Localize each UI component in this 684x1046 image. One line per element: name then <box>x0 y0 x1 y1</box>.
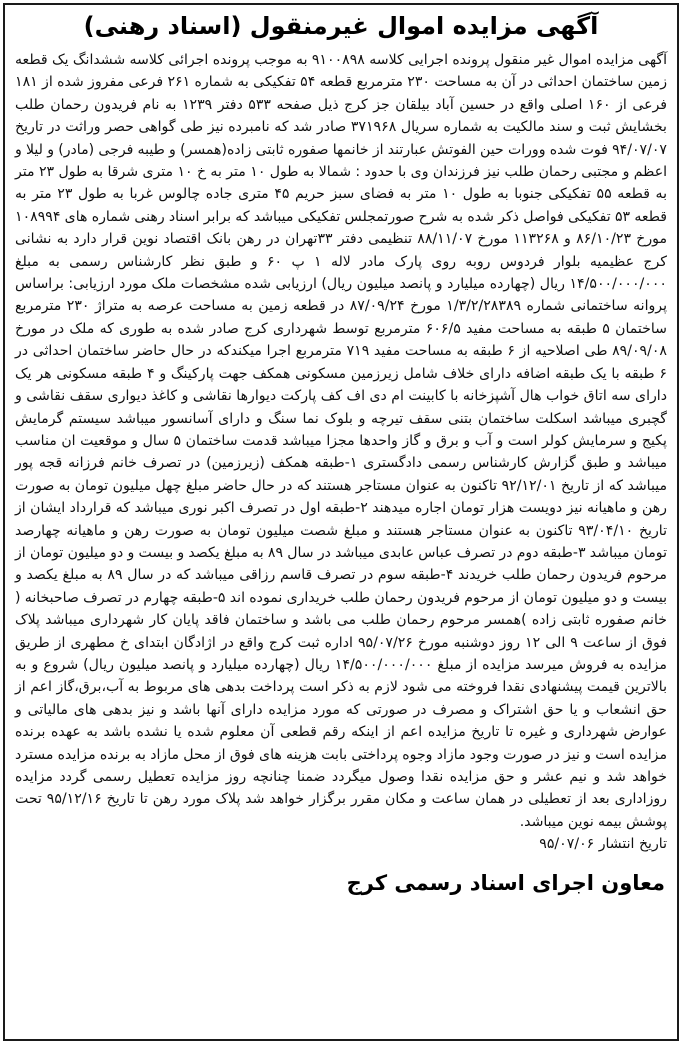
notice-body: آگهی مزایده اموال غیر منقول پرونده اجرایی کلاسه ۹۱۰۰۸۹۸ به موجب پرونده اجرائی کلاسه ششدانگ یک قطعه زمین ساختمان احداثی در آن به مساحت ۲۳۰ مترمربع قطعه ۵۴ تفکیکی به شماره ۲۶۱ فرعی مفروز شده از ۱۸۱ فرعی از ۱۶۰ اصلی واقع در حسین آباد بیلقان جز کرج ذیل صفحه ۵۳۳ دفتر ۱۲۳۹ به نام فریدون رحمان طلب بخشایش ثبت و سند مالکیت به شماره سریال ۳۷۱۹۶۸ صادر شد که نامبرده نیز طی گواهی حصر وراثت در تاریخ ۹۴/۰۷/۰۷ فوت شده وورات حین الفوتش عبارتند از خانمها صفوره ثابتی زاده(همسر) و طیبه فرجی (مادر) و لیلا و اعظم و مجتبی رحمان طلب نیز فرزندان وی با حدود : شمالا به طول ۱۰ متر به خ ۱۰ متری شرقا به طول ۲۳ متر به قطعه ۵۵ تفکیکی جنوبا به طول ۱۰ متر به فضای سبز حریم ۴۵ متری جاده چالوس غربا به طول ۲۳ متر به قطعه ۵۳ تفکیکی فواصل ذکر شده به شرح صورتمجلس تفکیکی میباشد که برابر اسناد رهنی شماره های ۱۰۸۹۹۴ مورخ ۸۶/۱۰/۲۳ و ۱۱۳۲۶۸ مورخ ۸۸/۱۱/۰۷ تنظیمی دفتر ۳۳تهران در رهن بانک اقتصاد نوین قرار دارد به نشانی کرج عظیمیه بلوار فردوس روبه روی پارک مادر لاله ۱ پ ۶۰ و طبق نظر کارشناس رسمی به مبلغ ۱۴/۵۰۰/۰۰۰/۰۰۰ ریال (چهارده میلیارد و پانصد میلیون ریال) ارزیابی شده مشخصات ملک مورد ارزیابی: براساس پروانه ساختمانی شماره ۱/۳/۲/۲۸۳۸۹ مورخ ۸۷/۰۹/۲۴ در قطعه زمین به مساحت عرصه به متراژ ۲۳۰ مترمربع ساختمان ۵ طبقه به مساحت مفید ۶۰۶/۵ مترمربع توسط شهرداری کرج صادر شده به طوری که ملک در مورخ ۸۹/۰۹/۰۸ طی اصلاحیه از ۶ طبقه به مساحت مفید ۷۱۹ مترمربع اجرا میکندکه در حال حاضر ساختمان احداثی در ۶ طبقه با یک طبقه اضافه دارای خلاف شامل زیرزمین مسکونی همکف جهت پارکینگ و ۴ طبقه مسکونی هر یک دارای سه اتاق خواب هال آشپزخانه با کابینت ام دی اف کف پارکت دیوارها نقاشی و کاغذ دیواری سقف نقاشی و گچبری میباشد اسکلت ساختمان بتنی سقف تیرچه و بلوک نما سنگ و دارای آسانسور میباشد سیستم گرمایش پکیج و سرمایش کولر است و آب و برق و گاز واحدها مجزا میباشد قدمت ساختمان ۵ سال و موقعیت ان مناسب میباشد و طبق گزارش کارشناس رسمی دادگستری ۱-طبقه همکف (زیرزمین) در تصرف خانم فرزانه قجه پور میباشد که از تاریخ ۹۲/۱۲/۰۱ تاکنون به عنوان مستاجر هستند که در حال حاضر مبلغ چهل میلیون تومان به صورت رهن و ماهیانه نیز دویست هزار تومان اجاره میدهند ۲-طبقه اول در تصرف اکبر نوری میباشد که قرارداد ایشان از تاریخ ۹۳/۰۴/۱۰ تاکنون به عنوان مستاجر هستند و مبلغ شصت میلیون تومان به صورت رهن و ماهیانه چهارصد تومان میباشد ۳-طبقه دوم در تصرف عباس عابدی میباشد در سال ۸۹ به مبلغ یکصد و بیست و دو میلیون تومان از مرحوم فریدون رحمان طلب خریدند ۴-طبقه سوم در تصرف قاسم رزاقی میباشد که در سال ۸۹ به مبلغ یکصد و بیست و دو میلیون تومان از مرحوم فریدون رحمان طلب خریداری نموده اند ۵-طبقه چهارم در تصرف صاحبخانه ( خانم صفوره ثابتی زاده )همسر مرحوم رحمان طلب می باشد و ساختمان فاقد پایان کار شهرداری میباشد پلاک فوق از ساعت ۹ الی ۱۲ روز دوشنبه مورخ ۹۵/۰۷/۲۶ اداره ثبت کرج واقع در اژادگان ابتدای خ مطهری از طریق مزایده به فروش میرسد مزایده از مبلغ ۱۴/۵۰۰/۰۰۰/۰۰۰ ریال (چهارده میلیارد و پانصد میلیون ریال) شروع و به بالاترین قیمت پیشنهادی نقدا فروخته می شود لازم به ذکر است پرداخت بدهی های مربوط به آب،برق،گاز اعم از حق انشعاب و یا حق اشتراک و مصرف در صورتی که مورد مزایده دارای آنها باشد و نیز بدهی های مالیاتی و عوارض شهرداری و غیره تا تاریخ مزایده اعم از اینکه رقم قطعی آن معلوم شده یا نشده باشد به عهده برنده مزایده است و نیز در صورت وجود مازاد وجوه پرداختی بابت هزینه های فوق از محل مازاد به برنده مزایده مسترد خواهد شد و نیم عشر و حق مزایده نقدا وصول میگردد ضمنا چنانچه روز مزایده تعطیل رسمی گردد مزایده روزاداری بعد از تعطیلی در همان ساعت و مکان مقرر برگزار خواهد شد پلاک مورد رهن تا تاریخ ۹۵/۱۲/۱۶ تحت پوشش بیمه نوین میباشد. <box>15 52 668 830</box>
publication-date: تاریخ انتشار ۹۵/۰۷/۰۶ <box>539 836 667 853</box>
issuer-signature: معاون اجرای اسناد رسمی کرج <box>346 870 665 895</box>
auction-notice <box>3 3 679 1041</box>
notice-title: آگهی مزایده اموال غیرمنقول (اسناد رهنی) <box>83 12 599 40</box>
